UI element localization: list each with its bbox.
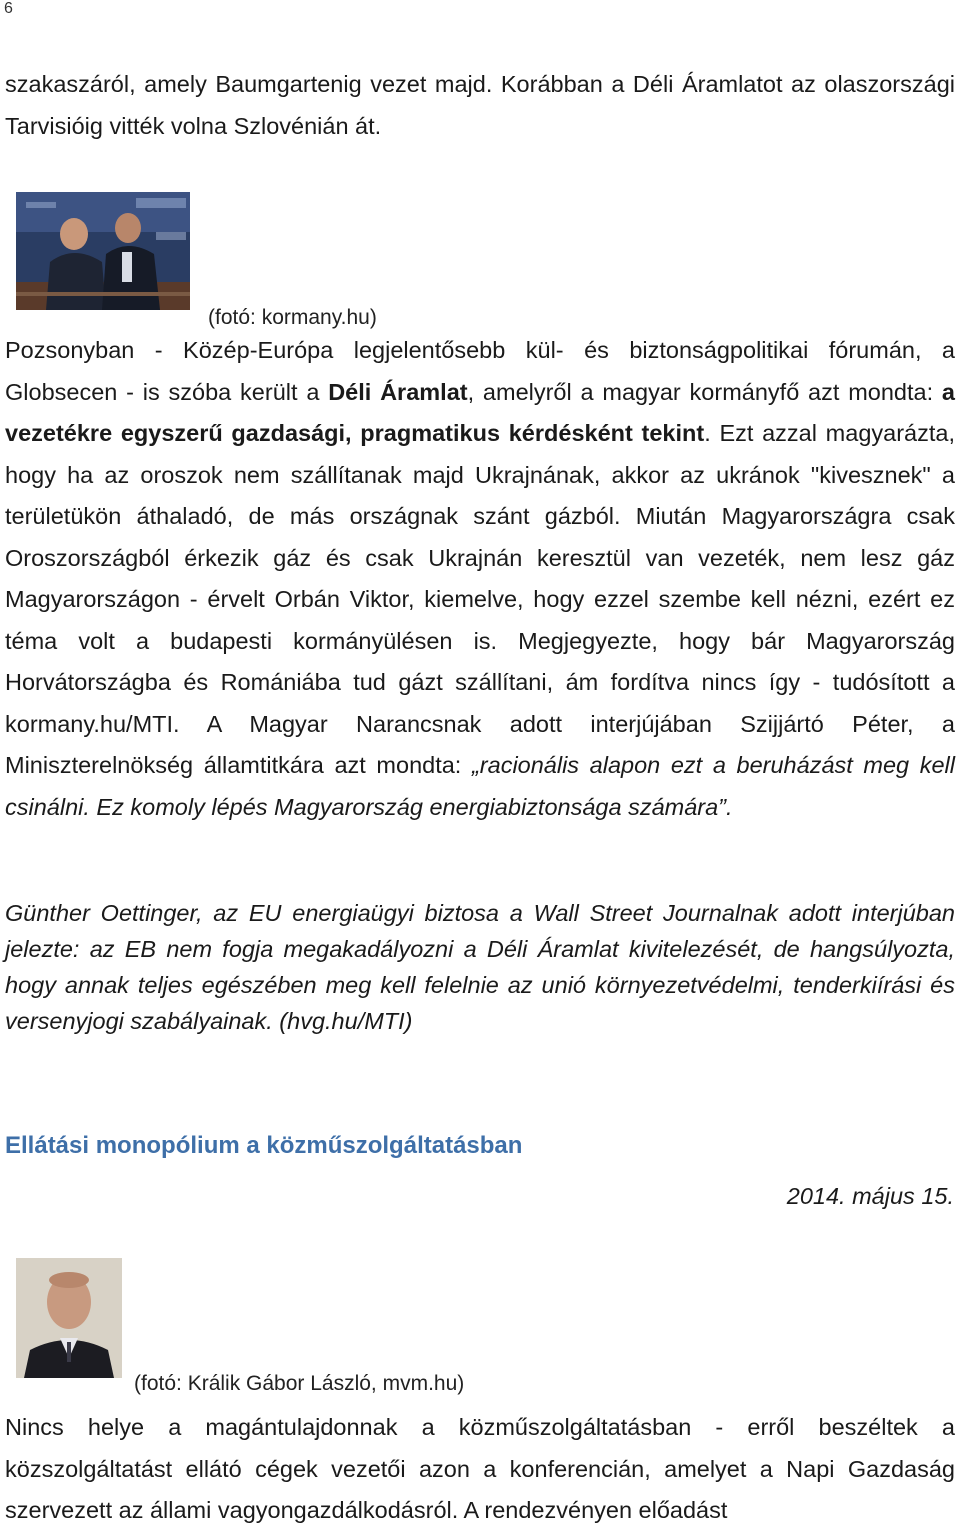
bold-term: Déli Áramlat bbox=[328, 378, 468, 405]
text-run: . Ezt azzal magyarázta, hogy ha az oroszok nem szállítanak majd Ukrajnának, akkor az ukránok "kivesznek" a területükön áthaladó, de más országnak szánt gázból. Miután Magyarországra csak Oroszországból érkezik gáz és csak Ukrajnán keresztül van vezeték, nem lesz gáz Magyarországon - érvelt Orbán Viktor, kiemelve, hogy ezzel szembe kell nézni, ezért ez téma volt a budapesti kormányülésen is. Megjegyezte, hogy bár Magyarország Horvátországba és Romániába tud gázt szállítani, ám fordítva nincs így - tudósított a kormany.hu/MTI. A Magyar Narancsnak adott interjújában Szijjártó Péter, a Miniszterelnökség államtitkára azt mondta: bbox=[5, 420, 955, 778]
article2-title: Ellátási monopólium a közműszolgáltatásban bbox=[5, 1132, 523, 1159]
forum-photo-caption: (fotó: kormany.hu) bbox=[208, 306, 377, 329]
forum-photo bbox=[16, 192, 190, 310]
forum-photo-image bbox=[16, 192, 190, 310]
text-run: , amelyről a magyar kormányfő azt mondta: bbox=[467, 378, 942, 405]
bold-quote: a vezetékre egyszerű gazdasági, pragmatikus kérdésként tekint bbox=[5, 378, 955, 446]
article1-paragraph2: Günther Oettinger, az EU energiaügyi biztosa a Wall Street Journalnak adott interjúban jelezte: az EB nem fogja megakadályozni a Déli Áramlat kivitelezését, de hangsúlyozta, hogy annak teljes egészében meg kell felelnie az unió környezetvédelmi, tenderkiírási és versenyjogi szabályainak. (hvg.hu/MTI) bbox=[5, 900, 955, 1034]
portrait-photo-caption: (fotó: Králik Gábor László, mvm.hu) bbox=[134, 1372, 465, 1395]
portrait-photo bbox=[16, 1258, 122, 1378]
article2-date: 2014. május 15. bbox=[786, 1183, 954, 1209]
article1-paragraph1 bbox=[5, 330, 955, 828]
italic-quote: „racionális alapon ezt a beruházást meg kell csinálni. Ez komoly lépés Magyarország energiabiztonsága számára”. bbox=[5, 752, 955, 820]
intro-paragraph: szakaszáról, amely Baumgartenig vezet majd. Korábban a Déli Áramlatot az olaszországi Tarvisióig vitték volna Szlovénián át. bbox=[5, 71, 955, 139]
page-number: 6 bbox=[4, 0, 13, 17]
portrait-photo-image bbox=[16, 1258, 122, 1378]
article2-paragraph1: Nincs helye a magántulajdonnak a közműszolgáltatásban - erről beszéltek a közszolgáltatást ellátó cégek vezetői azon a konferencián, amelyet a Napi Gazdaság szervezett az állami vagyongazdálkodásról. A rendezvényen előadást bbox=[5, 1414, 955, 1523]
text-run: Pozsonyban - Közép-Európa legjelentősebb kül- és biztonságpolitikai fórumán, a Globsecen - is szóba került a bbox=[5, 337, 955, 405]
